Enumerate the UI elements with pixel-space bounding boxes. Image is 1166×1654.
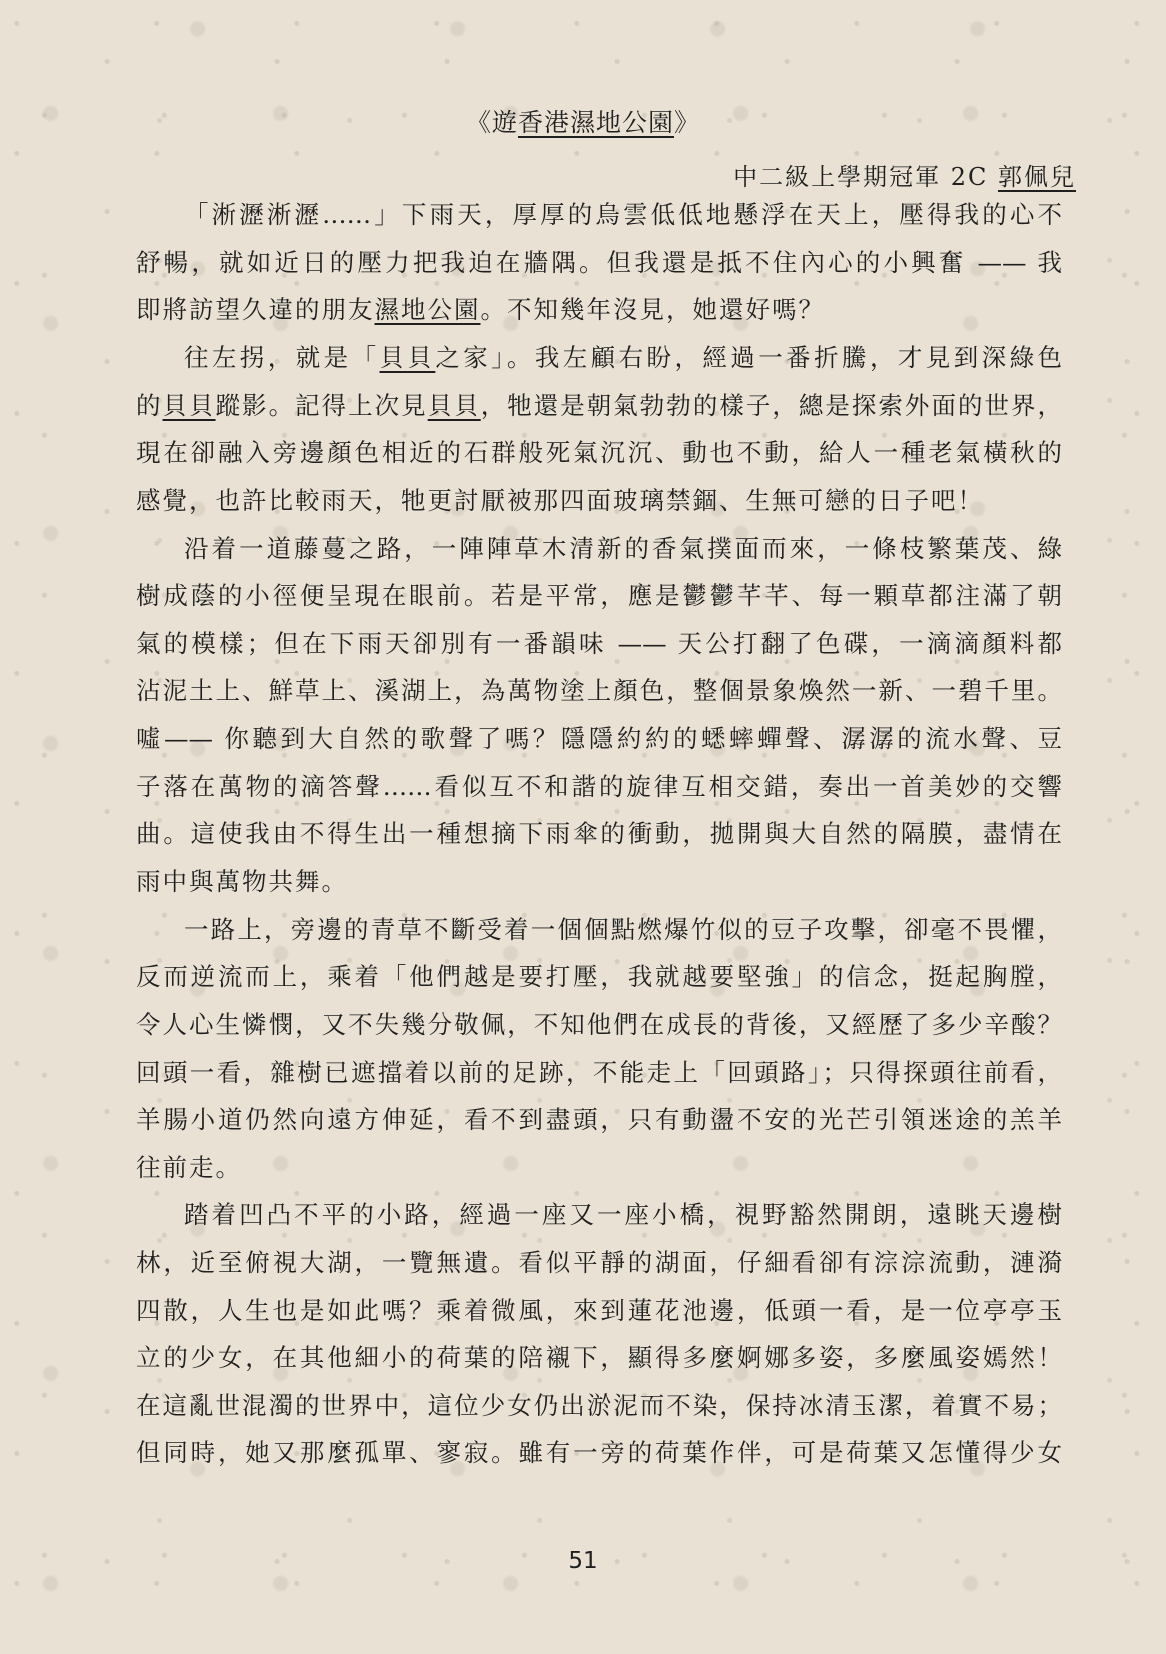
text-segment: 令人心生憐憫，又不失幾分敬佩，不知他們在成長的背後，又經歷了多少辛酸？ (136, 1010, 1062, 1039)
text-segment: 樹成蔭的小徑便呈現在眼前。若是平常，應是鬱鬱芊芊、每一顆草都注滿了朝 (136, 581, 1062, 610)
author-name: 郭佩兒 (998, 163, 1076, 191)
text-line (136, 285, 1062, 335)
text-line (136, 1000, 1062, 1050)
title-close: 》 (674, 108, 701, 137)
text-line (136, 1333, 1062, 1383)
text-segment: 反而逆流而上，乘着「他們越是要打壓，我就越要堅強」的信念，挺起胸膛， (136, 962, 1062, 991)
text-line (136, 1095, 1062, 1145)
text-line (136, 571, 1062, 621)
text-line (136, 1238, 1062, 1288)
text-line (184, 190, 1062, 240)
text-segment: 之家」。我左顧右盼，經過一番折騰，才見到深綠色 (435, 343, 1063, 372)
text-segment: 即將訪望久違的朋友 (136, 295, 375, 324)
text-segment: 往左拐，就是「 (184, 343, 380, 372)
text-segment: 舒暢，就如近日的壓力把我迫在牆隅。但我還是抵不住內心的小興奮 —— 我 (136, 248, 1062, 277)
text-line (136, 762, 1062, 812)
author-byline (733, 160, 1076, 194)
text-line (136, 857, 1062, 907)
text-segment: 一路上，旁邊的青草不斷受着一個個點燃爆竹似的豆子攻擊，卻毫不畏懼， (184, 915, 1062, 944)
text-segment: 「淅瀝淅瀝……」下雨天，厚厚的烏雲低低地懸浮在天上，壓得我的心不 (184, 200, 1062, 229)
text-line (136, 381, 1062, 431)
text-segment: 往前走。 (136, 1153, 242, 1182)
text-line (136, 619, 1062, 669)
award-text: 中二級上學期冠軍 2C (733, 163, 998, 191)
text-segment: 現在卻融入旁邊顏色相近的石群般死氣沉沉、動也不動，給人一種老氣橫秋的 (136, 438, 1062, 467)
text-line (136, 238, 1062, 288)
underlined-name: 貝貝 (162, 391, 216, 420)
text-segment: 子落在萬物的滴答聲……看似互不和諧的旋律互相交錯，奏出一首美妙的交響 (136, 772, 1062, 801)
text-line (136, 428, 1062, 478)
text-segment: 林，近至俯視大湖，一覽無遺。看似平靜的湖面，仔細看卻有淙淙流動，漣漪 (136, 1248, 1062, 1277)
text-segment: 蹤影。記得上次見 (215, 391, 428, 420)
text-segment: 羊腸小道仍然向遠方伸延，看不到盡頭，只有動盪不安的光芒引領迷途的羔羊 (136, 1105, 1062, 1134)
title-underlined: 香港濕地公園 (517, 108, 674, 137)
text-line (136, 476, 1062, 526)
text-segment: 感覺，也許比較雨天，牠更討厭被那四面玻璃禁錮、生無可戀的日子吧！ (136, 486, 984, 515)
text-line (136, 1428, 1062, 1478)
underlined-name: 貝貝 (427, 391, 481, 420)
text-segment: 的 (136, 391, 163, 420)
text-segment: 沿着一道藤蔓之路，一陣陣草木清新的香氣撲面而來，一條枝繁葉茂、綠 (184, 534, 1062, 563)
text-segment: 氣的模樣；但在下雨天卻別有一番韻味 —— 天公打翻了色碟，一滴滴顏料都 (136, 629, 1062, 658)
text-line (136, 952, 1062, 1002)
text-line (136, 666, 1062, 716)
text-segment: 在這亂世混濁的世界中，這位少女仍出淤泥而不染，保持冰清玉潔，着實不易； (136, 1391, 1062, 1420)
text-segment: 回頭一看，雜樹已遮擋着以前的足跡，不能走上「回頭路」；只得探頭往前看， (136, 1058, 1062, 1087)
text-line (136, 714, 1062, 764)
text-line (184, 333, 1062, 383)
text-line (184, 1190, 1062, 1240)
text-line (136, 1143, 1062, 1193)
text-line (136, 1381, 1062, 1431)
underlined-name: 貝貝 (379, 343, 436, 372)
title-open: 《遊 (465, 108, 518, 137)
text-segment: ，牠還是朝氣勃勃的樣子，總是探索外面的世界， (480, 391, 1063, 420)
text-line (136, 809, 1062, 859)
text-line (136, 1048, 1062, 1098)
text-segment: 四散，人生也是如此嗎？乘着微風，來到蓮花池邊，低頭一看，是一位亭亭玉 (136, 1296, 1062, 1325)
text-segment: 沾泥土上、鮮草上、溪湖上，為萬物塗上顏色，整個景象煥然一新、一碧千里。 (136, 676, 1062, 705)
text-segment: 但同時，她又那麼孤單、寥寂。雖有一旁的荷葉作伴，可是荷葉又怎懂得少女 (136, 1438, 1062, 1467)
text-segment: 立的少女，在其他細小的荷葉的陪襯下，顯得多麼婀娜多姿，多麼風姿嫣然！ (136, 1343, 1062, 1372)
text-segment: 踏着凹凸不平的小路，經過一座又一座小橋，視野豁然開朗，遠眺天邊樹 (184, 1200, 1062, 1229)
underlined-name: 濕地公園 (374, 295, 481, 324)
text-line (136, 1286, 1062, 1336)
text-segment: 噓—— 你聽到大自然的歌聲了嗎？隱隱約約的蟋蟀蟬聲、潺潺的流水聲、豆 (136, 724, 1062, 753)
essay-title (0, 106, 1166, 140)
page-number: 51 (568, 1548, 598, 1574)
text-segment: 曲。這使我由不得生出一種想摘下雨傘的衝動，拋開與大自然的隔膜，盡情在 (136, 819, 1062, 848)
text-segment: 。不知幾年沒見，她還好嗎？ (480, 295, 825, 324)
text-line (184, 905, 1062, 955)
text-segment: 雨中與萬物共舞。 (136, 867, 348, 896)
text-line (184, 524, 1062, 574)
